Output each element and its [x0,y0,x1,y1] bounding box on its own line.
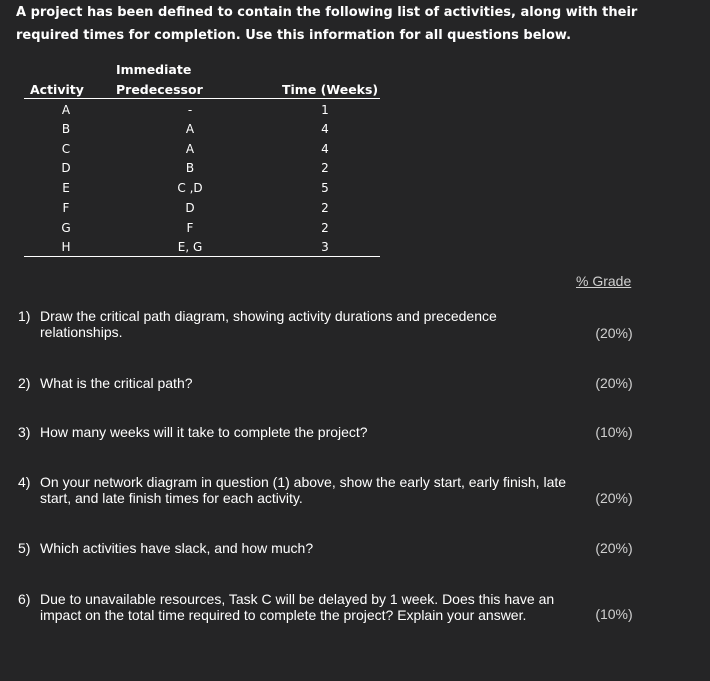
question-text: How many weeks will it take to complete the project? [40,424,368,440]
header-time: Time (Weeks) [282,82,379,97]
cell-time: 4 [321,142,329,156]
question-6-grade: (10%) [595,606,633,622]
cell-activity: F [62,201,70,215]
question-1 [18,308,578,342]
cell-predecessor: A [185,122,195,136]
question-text: What is the critical path? [40,375,193,391]
activity-table [0,0,710,270]
question-3-grade: (10%) [595,424,633,440]
cell-predecessor: F [186,221,194,235]
header-predecessor-line2: Predecessor [116,82,203,97]
cell-time: 5 [321,181,329,195]
cell-predecessor: E, G [177,240,203,254]
cell-time: 1 [321,103,329,117]
cell-activity: D [61,161,71,175]
question-4 [18,474,578,508]
cell-time: 4 [321,122,329,136]
question-number: 5) [18,540,31,556]
cell-time: 2 [321,221,329,235]
question-number: 6) [18,591,31,607]
cell-activity: A [61,103,71,117]
cell-activity: E [62,181,70,195]
question-number: 3) [18,424,31,440]
cell-activity: H [61,240,71,254]
question-6 [18,591,578,625]
question-3 [18,424,578,442]
question-5 [18,540,578,558]
cell-predecessor: C ,D [177,181,203,195]
question-4-grade: (20%) [595,490,633,506]
question-text: On your network diagram in question (1) above, show the early start, early finish, late start, and late finish times for each activity. [40,474,567,506]
cell-activity: B [61,122,71,136]
header-activity: Activity [30,82,84,97]
cell-predecessor: A [185,142,195,156]
header-rule [24,98,380,99]
cell-predecessor: - [187,103,193,117]
question-text: Due to unavailable resources, Task C will be delayed by 1 week. Does this have an impact on the total time required to complete the project? Explain your answer. [40,591,555,623]
question-number: 4) [18,474,31,490]
question-1-grade: (20%) [595,325,633,341]
cell-time: 2 [321,161,329,175]
footer-rule [24,256,380,257]
question-5-grade: (20%) [595,540,633,556]
intro-paragraph: A project has been defined to contain the following list of activities, along with their required times for completion. Use this information for all questions below. [16,5,638,43]
cell-activity: C [61,142,71,156]
cell-activity: G [61,221,71,235]
question-2-grade: (20%) [595,375,633,391]
question-2 [18,375,578,393]
cell-predecessor: B [185,161,195,175]
question-text: Draw the critical path diagram, showing activity durations and precedence relationships. [40,308,497,340]
cell-predecessor: D [185,201,195,215]
header-predecessor-line1: Immediate [116,62,192,77]
question-number: 1) [18,308,31,324]
question-number: 2) [18,375,31,391]
cell-time: 2 [321,201,329,215]
grade-header: % Grade [576,273,632,289]
question-text: Which activities have slack, and how much? [40,540,314,556]
cell-time: 3 [321,240,329,254]
